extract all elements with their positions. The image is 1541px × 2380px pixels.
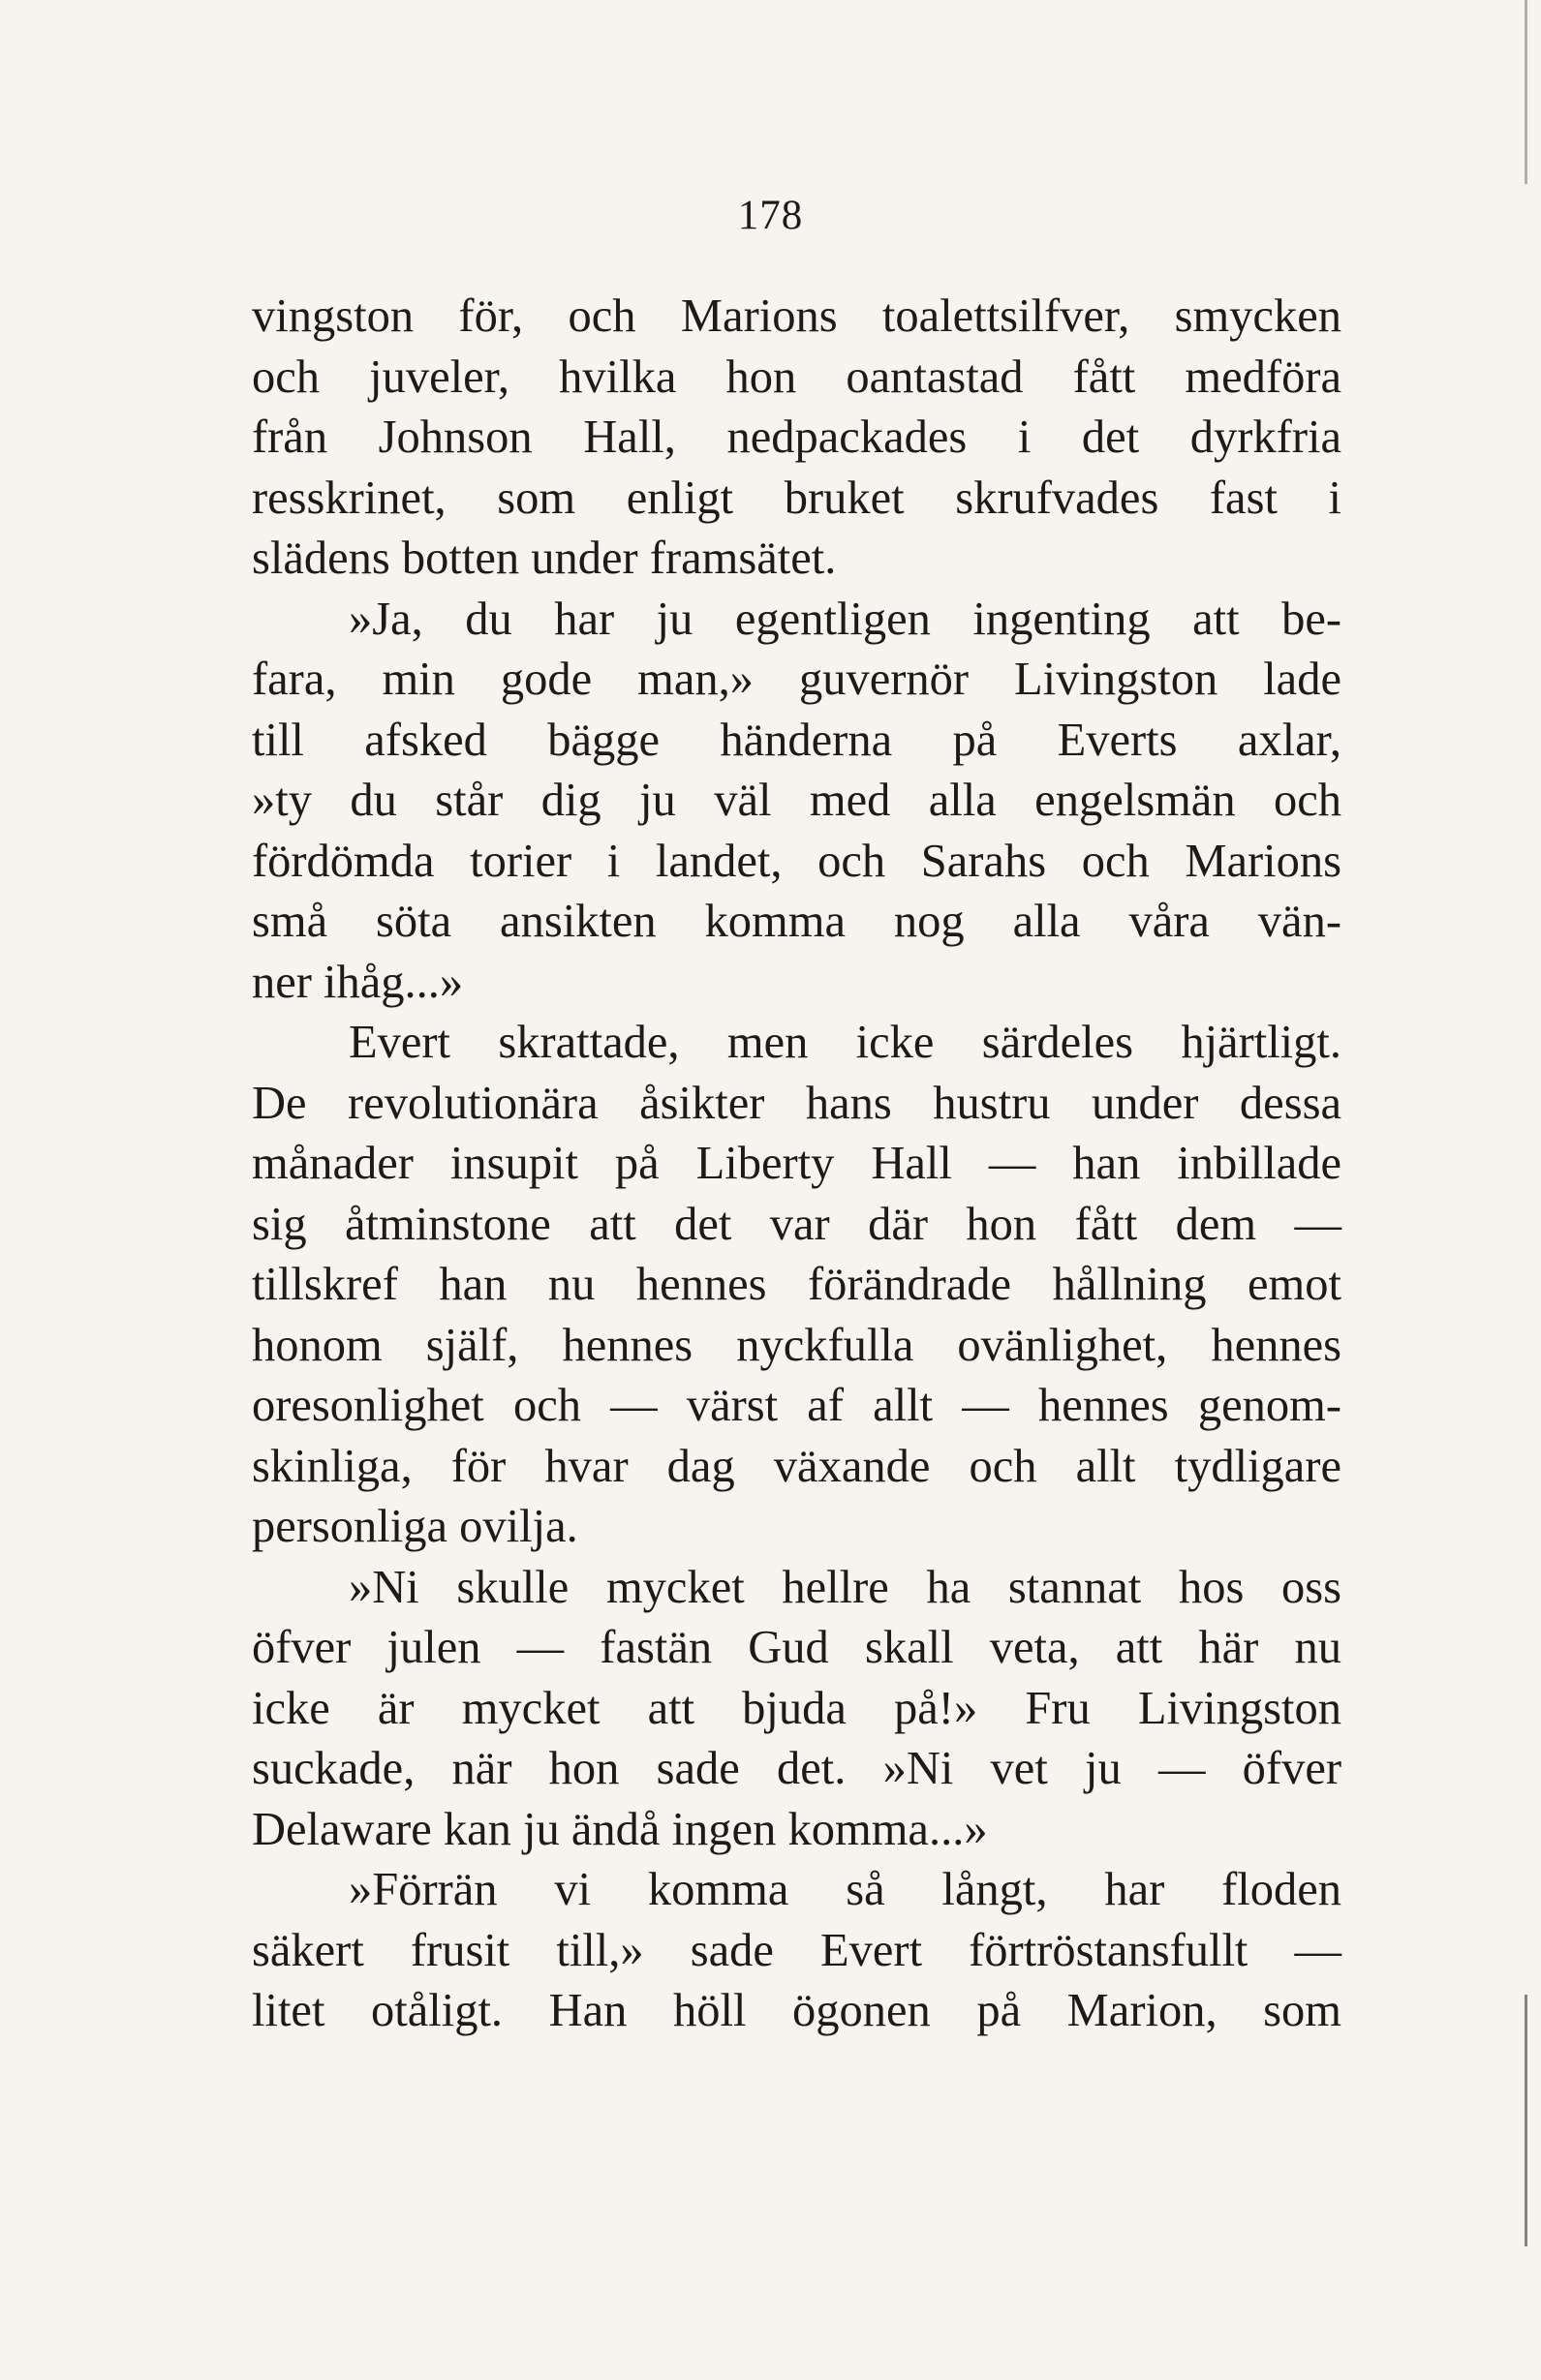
text-line: De revolutionära åsikter hans hustru under dessa — [252, 1077, 1341, 1129]
page-edge-mark — [1525, 0, 1527, 184]
text-line: fara, min gode man,» guvernör Livingston lade — [252, 654, 1341, 705]
text-line: »Ja, du har ju egentligen ingenting att be- — [349, 593, 1341, 645]
page-number: 178 — [737, 193, 804, 238]
text-line: ner ihåg...» — [252, 956, 464, 1008]
text-line: små söta ansikten komma nog alla våra vän- — [252, 896, 1341, 947]
text-line: från Johnson Hall, nedpackades i det dyrkfria — [252, 412, 1341, 463]
text-line: litet otåligt. Han höll ögonen på Marion, som — [252, 1985, 1341, 2036]
text-line: »Förrän vi komma så långt, har floden — [349, 1864, 1341, 1915]
text-line: honom själf, hennes nyckfulla ovänlighet, hennes — [252, 1319, 1341, 1371]
text-line: slädens botten under framsätet. — [252, 533, 837, 584]
text-line: »ty du står dig ju väl med alla engelsmän och — [252, 775, 1341, 826]
text-line: tillskref han nu hennes förändrade hållning emot — [252, 1259, 1341, 1310]
text-line: och juveler, hvilka hon oantastad fått medföra — [252, 351, 1341, 403]
text-line: till afsked bägge händerna på Everts axlar, — [252, 714, 1341, 766]
text-line: icke är mycket att bjuda på!» Fru Livingston — [252, 1682, 1341, 1734]
text-line: personliga ovilja. — [252, 1501, 578, 1552]
text-line: Delaware kan ju ändå ingen komma...» — [252, 1803, 988, 1855]
text-line: resskrinet, som enligt bruket skrufvades fast i — [252, 472, 1341, 524]
text-line: vingston för, och Marions toalettsilfver, smycken — [252, 290, 1341, 342]
page-edge-mark — [1525, 1995, 1527, 2246]
text-line: säkert frusit till,» sade Evert förtröstansfullt — — [252, 1924, 1341, 1976]
text-line: suckade, när hon sade det. »Ni vet ju — öfver — [252, 1743, 1341, 1794]
text-line: »Ni skulle mycket hellre ha stannat hos oss — [349, 1561, 1341, 1613]
text-line: fördömda torier i landet, och Sarahs och Marions — [252, 835, 1341, 887]
text-line: öfver julen — fastän Gud skall veta, att här nu — [252, 1622, 1341, 1673]
text-line: månader insupit på Liberty Hall — han inbillade — [252, 1138, 1341, 1189]
text-line: Evert skrattade, men icke särdeles hjärtligt. — [349, 1017, 1341, 1068]
body-text — [252, 287, 1341, 2042]
text-line: sig åtminstone att det var där hon fått dem — — [252, 1198, 1341, 1250]
text-line: skinliga, för hvar dag växande och allt tydligare — [252, 1440, 1341, 1492]
text-line: oresonlighet och — värst af allt — hennes genom- — [252, 1380, 1341, 1431]
